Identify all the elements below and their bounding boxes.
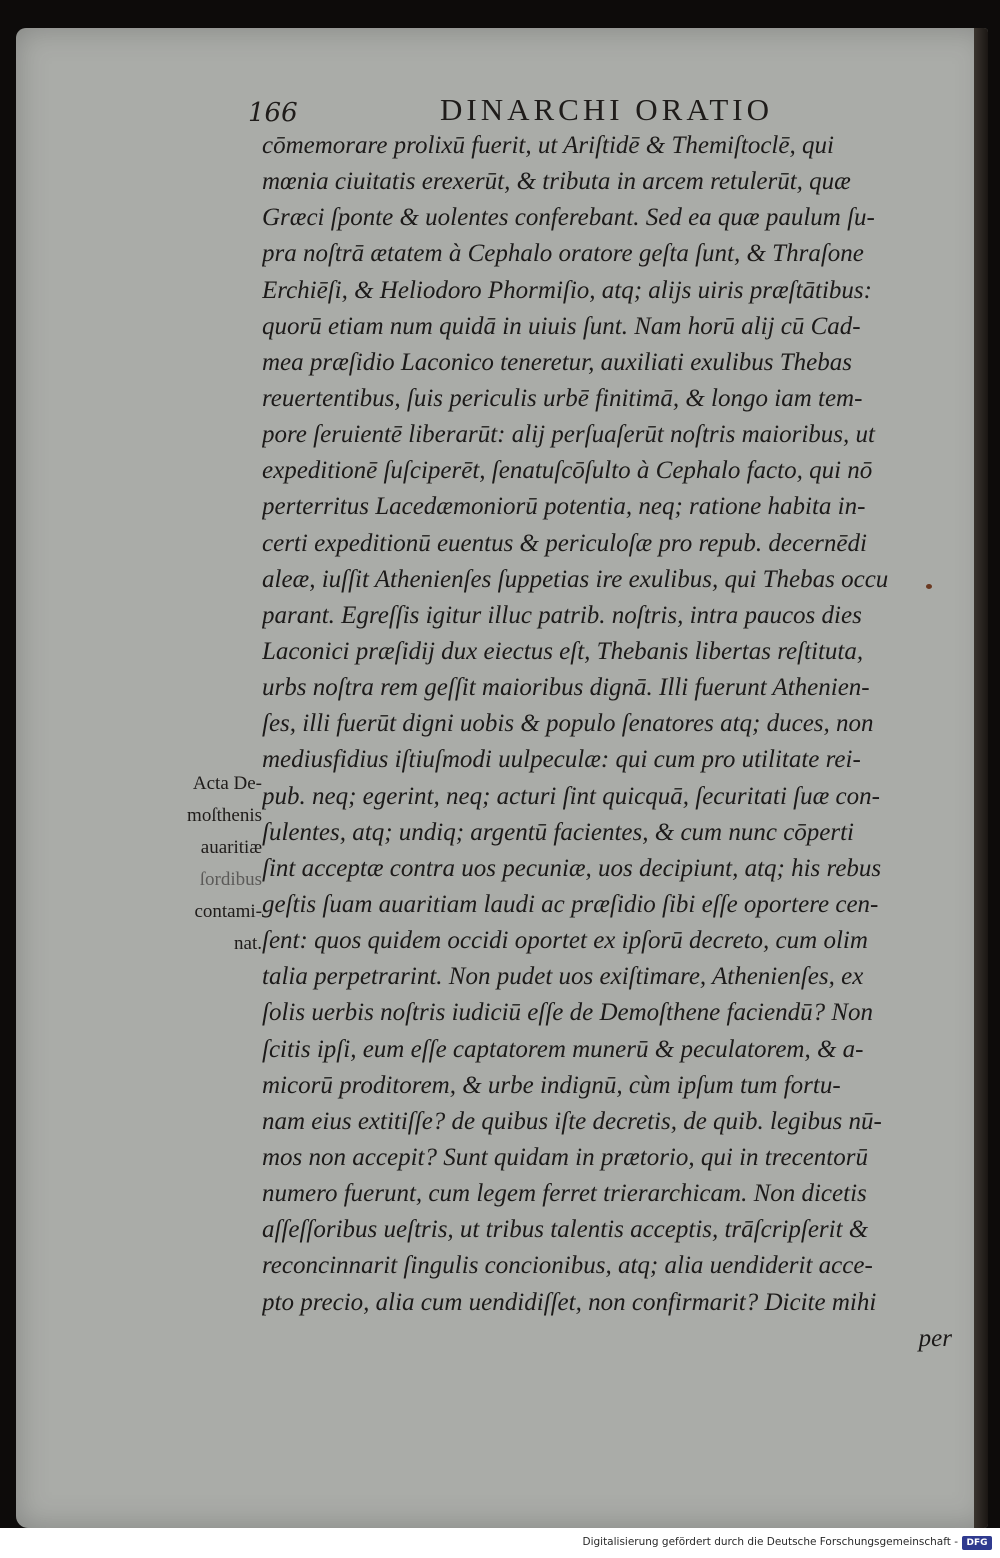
text-line: reconcinnarit ſingulis concionibus, atq; alia uendiderit acce-: [262, 1252, 873, 1280]
text-line: pub. neq; egerint, neq; acturi ſint quicquā, ſecuritati ſuæ con-: [262, 782, 880, 810]
book-page: [16, 28, 988, 1528]
text-line: ſulentes, atq; undiq; argentū facientes, & cum nunc cōperti: [262, 818, 855, 846]
text-line: ſes, illi fuerūt digni uobis & populo ſenatores atq; duces, non: [262, 710, 874, 738]
text-line: pra noſtrā ætatem à Cephalo oratore geſta ſunt, & Thraſone: [262, 240, 864, 268]
text-line: mea præſidio Laconico teneretur, auxiliati exulibus Thebas: [262, 348, 852, 376]
text-line: perterritus Lacedæmoniorū potentia, neq; ratione habita in-: [262, 493, 866, 521]
text-line: pore ſeruientē liberarūt: alij perſuaſerūt noſtris maioribus, ut: [262, 421, 875, 449]
margin-line: ſordibus: [199, 869, 262, 890]
text-line: numero fuerunt, cum legem ferret trierarchicam. Non dicetis: [262, 1180, 867, 1208]
text-line: ſolis uerbis noſtris iudiciū eſſe de Demoſthene faciendū? Non: [262, 999, 874, 1027]
page-edge-shadow: [974, 28, 988, 1528]
dfg-logo: DFG: [962, 1536, 992, 1550]
text-line: mœnia ciuitatis erexerūt, & tributa in arcem retulerūt, quæ: [262, 168, 851, 196]
text-line: Græci ſponte & uolentes conferebant. Sed ea quæ paulum ſu-: [262, 204, 875, 232]
text-line: pto precio, alia cum uendidiſſet, non confirmarit? Dicite mihi: [262, 1288, 877, 1316]
catchword: per: [918, 1324, 952, 1352]
text-line: micorū proditorem, & urbe indignū, cùm ipſum tum fortu-: [262, 1071, 841, 1099]
text-line: quorū etiam num quidā in uiuis ſunt. Nam horū alij cū Cad-: [262, 312, 861, 340]
body-text: [262, 128, 952, 1357]
margin-line: auaritiæ: [200, 837, 262, 858]
page-number: 166: [248, 98, 298, 128]
margin-line: moſthenis: [187, 805, 262, 826]
text-line: Laconici præſidij dux eiectus eſt, Thebanis libertas reſtituta,: [262, 637, 864, 665]
margin-line: contami-: [194, 901, 262, 922]
text-line: Erchiēſi, & Heliodoro Phormiſio, atq; alijs uiris præſtātibus:: [262, 276, 872, 304]
text-line: parant. Egreſſis igitur illuc patrib. noſtris, intra paucos dies: [262, 601, 862, 629]
running-head: DINARCHI ORATIO: [440, 92, 773, 127]
text-line: urbs noſtra rem geſſit maioribus dignā. Illi fuerunt Athenien-: [262, 674, 870, 702]
text-line: ſint acceptæ contra uos pecuniæ, uos decipiunt, atq; his rebus: [262, 854, 882, 882]
text-line: expeditionē ſuſciperēt, ſenatuſcōſulto à Cephalo facto, qui nō: [262, 457, 873, 485]
text-line: certi expeditionū euentus & periculoſæ pro repub. decernēdi: [262, 529, 867, 557]
marginal-note: [128, 768, 262, 960]
ink-spot: [926, 584, 932, 589]
digitization-footer: [0, 1528, 1000, 1558]
page-header: [248, 92, 948, 132]
margin-line: nat.: [234, 933, 262, 954]
text-line: talia perpetrarint. Non pudet uos exiſtimare, Athenienſes, ex: [262, 963, 864, 991]
text-line: ſent: quos quidem occidi oportet ex ipſorū decreto, cum olim: [262, 927, 868, 955]
text-line: aleæ, iuſſit Athenienſes ſuppetias ire exulibus, qui Thebas occu: [262, 565, 889, 593]
funding-credit: Digitalisierung gefördert durch die Deutsche Forschungsgemeinschaft -: [582, 1536, 958, 1548]
text-line: ſcitis ipſi, eum eſſe captatorem munerū & peculatorem, & a-: [262, 1035, 864, 1063]
text-line: cōmemorare prolixū fuerit, ut Ariſtidē & Themiſtoclē, qui: [262, 132, 834, 159]
margin-line: Acta De-: [192, 773, 262, 794]
text-line: aſſeſſoribus ueſtris, ut tribus talentis acceptis, trāſcripſerit &: [262, 1216, 869, 1244]
text-line: mediusfidius iſtiuſmodi uulpeculæ: qui cum pro utilitate rei-: [262, 746, 861, 774]
text-line: geſtis ſuam auaritiam laudi ac præſidio ſibi eſſe oportere cen-: [262, 890, 879, 918]
text-line: nam eius extitiſſe? de quibus iſte decretis, de quib. legibus nū-: [262, 1107, 882, 1135]
text-line: mos non accepit? Sunt quidam in prætorio, qui in trecentorū: [262, 1143, 868, 1171]
text-line: reuertentibus, ſuis periculis urbē finitimā, & longo iam tem-: [262, 384, 863, 412]
